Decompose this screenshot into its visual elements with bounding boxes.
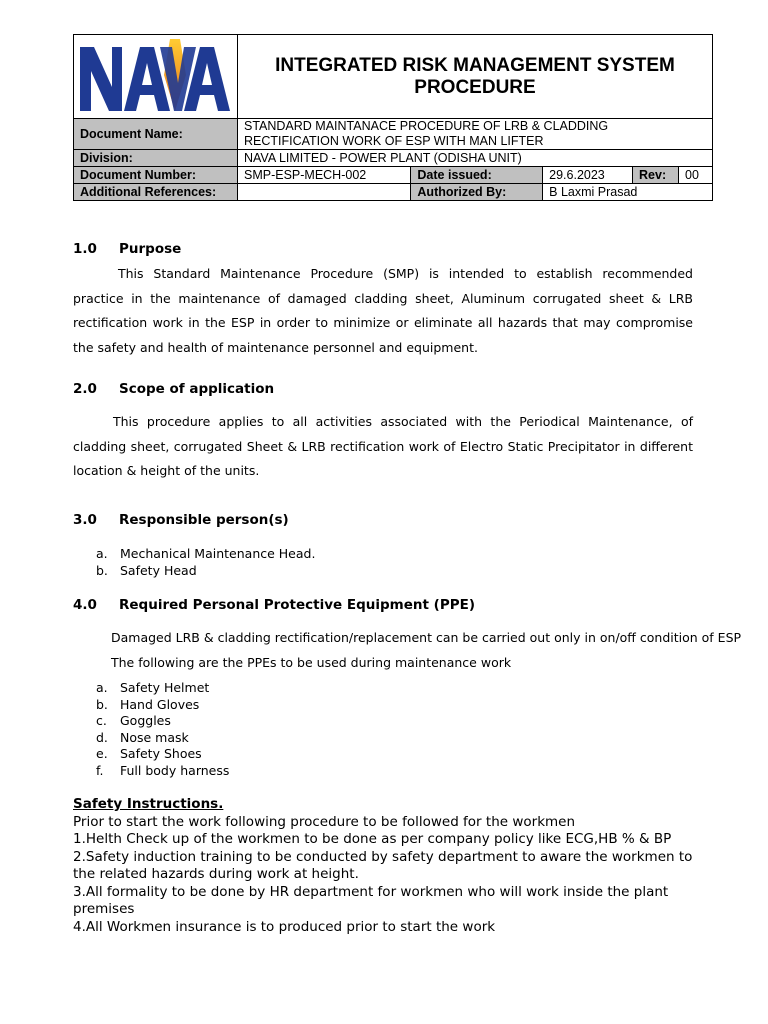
document-header-table — [73, 34, 713, 201]
additional-references-label: Additional References: — [74, 184, 238, 201]
safety-line: 2.Safety induction training to be conducted by safety department to aware the workmen to the related hazards during work at height. — [73, 848, 693, 882]
section-title: Responsible person(s) — [119, 512, 289, 528]
section-responsible-heading — [73, 512, 289, 528]
safety-title: Safety Instructions. — [73, 796, 224, 812]
date-issued-value: 29.6.2023 — [543, 167, 633, 184]
section-number: 4.0 — [73, 597, 97, 613]
rev-value: 00 — [679, 167, 713, 184]
document-name-label: Document Name: — [74, 119, 238, 150]
list-item: d. Nose mask — [96, 729, 189, 745]
division-value: NAVA LIMITED - POWER PLANT (ODISHA UNIT) — [237, 150, 712, 167]
safety-instructions — [73, 796, 713, 936]
authorized-by-label: Authorized By: — [411, 184, 543, 201]
section-scope-heading — [73, 381, 274, 397]
section-ppe-heading — [73, 597, 475, 613]
section-title: Required Personal Protective Equipment (PPE) — [119, 597, 475, 613]
section-title: Purpose — [119, 241, 182, 257]
safety-line: 4.All Workmen insurance is to produced prior to start the work — [73, 918, 496, 935]
list-item: c. Goggles — [96, 713, 171, 728]
safety-line: 3.All formality to be done by HR department for workmen who will work inside the plant premises — [73, 883, 669, 917]
ppe-list — [96, 680, 229, 779]
purpose-paragraph: This Standard Maintenance Procedure (SMP) is intended to establish recommended practice in the maintenance of damaged cladding sheet, Aluminum corrugated sheet & LRB rectification work in the ESP in order to minimize or eliminate all hazards that may compromise the safety and health of maintenance personnel and equipment. — [73, 266, 693, 355]
logo-cell — [74, 35, 238, 119]
section-number: 3.0 — [73, 512, 97, 528]
rev-label: Rev: — [633, 167, 679, 184]
nava-logo — [74, 35, 234, 118]
ppe-line-1: Damaged LRB & cladding rectification/replacement can be carried out only in on/off condition of ESP — [111, 630, 742, 645]
division-label: Division: — [74, 150, 238, 167]
list-item: f. Full body harness — [96, 762, 230, 778]
safety-line: 1.Helth Check up of the workmen to be done as per company policy like ECG,HB % & BP — [73, 831, 672, 847]
ppe-line-2: The following are the PPEs to be used during maintenance work — [111, 655, 512, 670]
list-item: a. Mechanical Maintenance Head. — [96, 546, 316, 561]
document-number-value: SMP-ESP-MECH-002 — [237, 167, 410, 184]
list-item: e. Safety Shoes — [96, 746, 202, 761]
responsible-list — [96, 546, 315, 579]
scope-paragraph: This procedure applies to all activities associated with the Periodical Maintenance, of cladding sheet, corrugated Sheet & LRB rectification work of Electro Static Precipitator in different location & height of the units. — [73, 414, 693, 478]
list-item: a. Safety Helmet — [96, 680, 210, 695]
document-name-value: STANDARD MAINTANACE PROCEDURE OF LRB & CLADDING RECTIFICATION WORK OF ESP WITH MAN LIFTER — [237, 119, 712, 150]
section-title: Scope of application — [119, 381, 275, 397]
document-title: INTEGRATED RISK MANAGEMENT SYSTEM PROCEDURE — [237, 35, 712, 119]
list-item: b. Safety Head — [96, 562, 197, 578]
authorized-by-value: B Laxmi Prasad — [543, 184, 713, 201]
section-number: 1.0 — [73, 241, 97, 257]
document-number-label: Document Number: — [74, 167, 238, 184]
date-issued-label: Date issued: — [411, 167, 543, 184]
additional-references-value — [237, 184, 410, 201]
section-number: 2.0 — [73, 381, 97, 397]
list-item: b. Hand Gloves — [96, 696, 200, 712]
section-purpose-heading — [73, 241, 181, 257]
safety-line: Prior to start the work following procedure to be followed for the workmen — [73, 813, 576, 830]
